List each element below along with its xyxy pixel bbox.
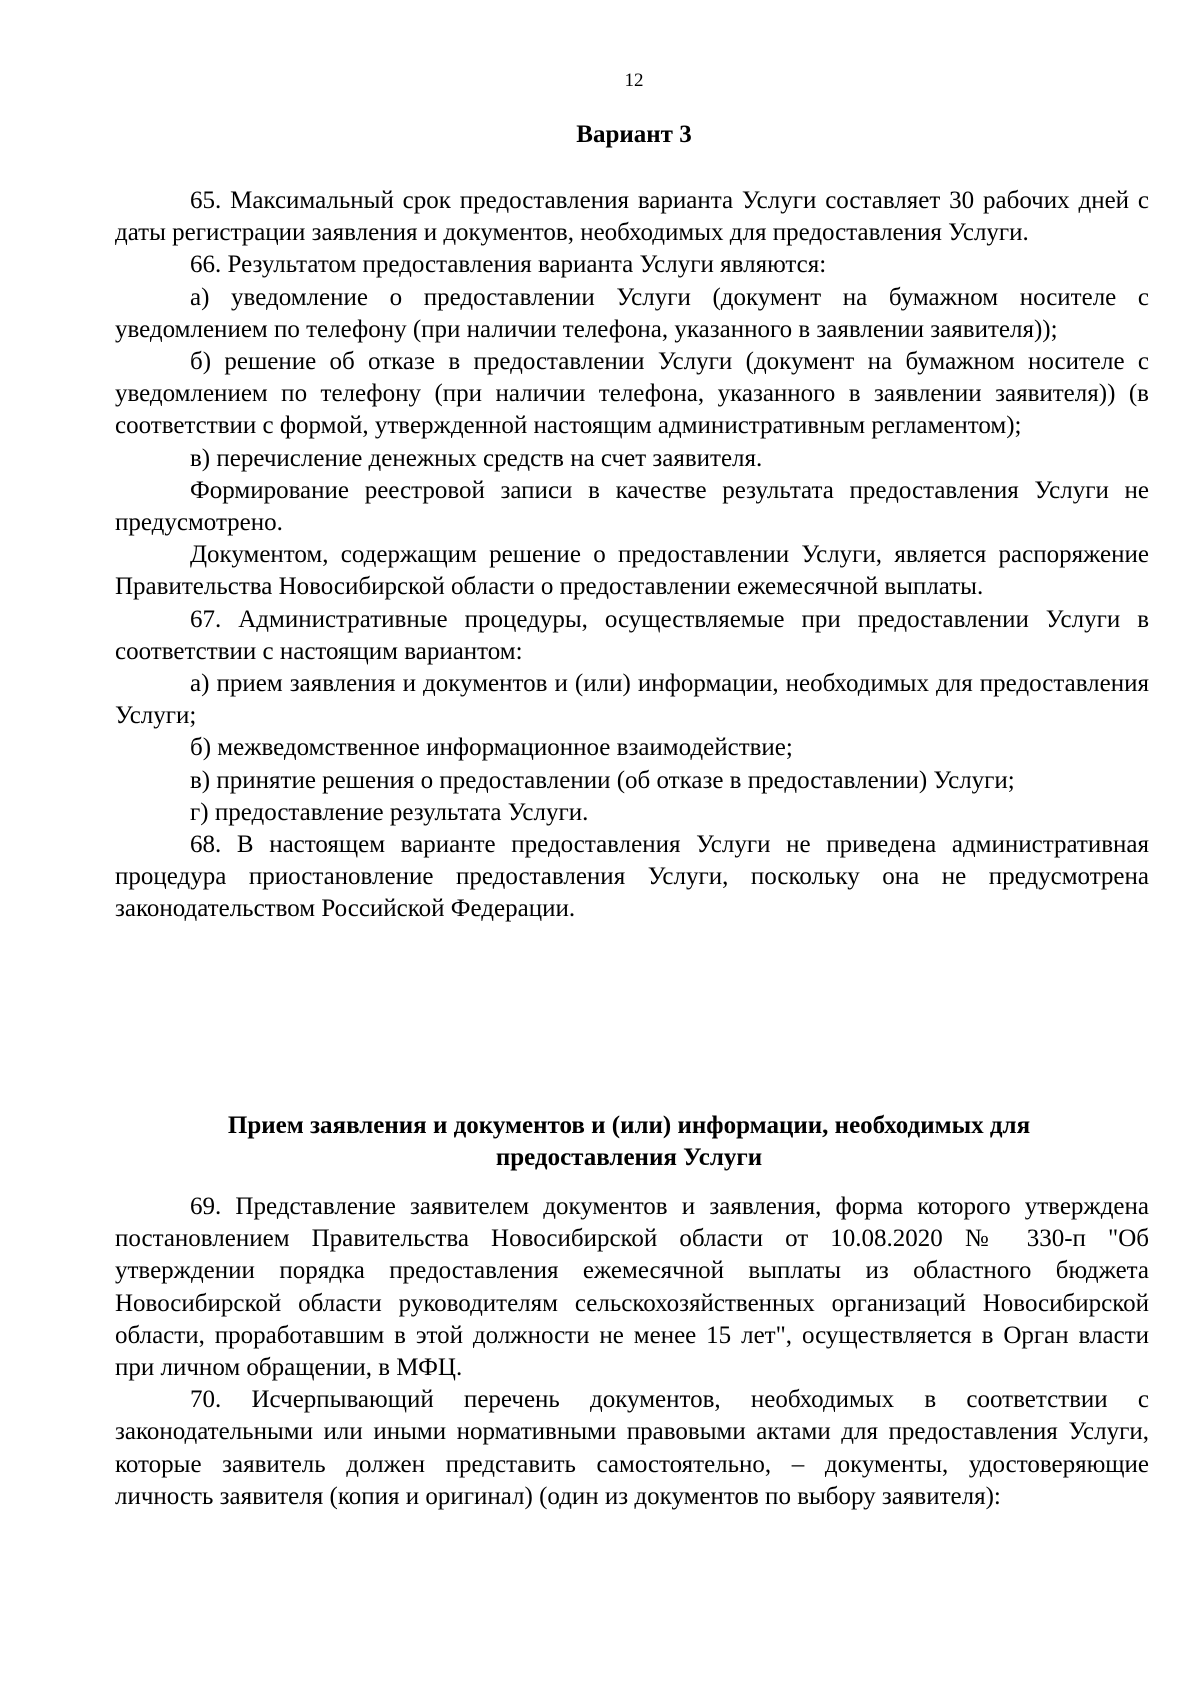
paragraph-66-a: а) уведомление о предоставлении Услуги (документ на бумажном носителе с уведомлением по телефону (при наличии телефона, указанного в заявлении заявителя));: [115, 283, 1149, 343]
paragraph-67: 67. Административные процедуры, осуществляемые при предоставлении Услуги в соответствии с настоящим вариантом:: [115, 605, 1149, 665]
paragraph-69: 69. Представление заявителем документов и заявления, форма которого утверждена постановлением Правительства Новосибирской области от 10.08.2020 № 330-п "Об утверждении порядка предоставления ежемесячной выплаты из областного бюджета Новосибирской области руководителям сельскохозяйственных организаций Новосибирской области, проработавшим в этой должности не менее 15 лет", осуществляется в Орган власти при личном обращении, в МФЦ.: [115, 1193, 1149, 1382]
paragraph-67-b: б) межведомственное информационное взаимодействие;: [190, 734, 793, 762]
paragraph-66: 66. Результатом предоставления варианта Услуги являются:: [190, 251, 827, 279]
paragraph-70: 70. Исчерпывающий перечень документов, необходимых в соответствии с законодательными или иными нормативными правовыми актами для предоставления Услуги, которые заявитель должен представить самостоятельно, – документы, удостоверяющие личность заявителя (копия и оригинал) (один из документов по выбору заявителя):: [115, 1386, 1149, 1510]
paragraph-67-a: а) прием заявления и документов и (или) информации, необходимых для предоставления Услуги;: [115, 670, 1149, 730]
paragraph-66-v: в) перечисление денежных средств на счет заявителя.: [190, 444, 763, 472]
section-heading: [0, 1110, 1200, 1174]
page-number: 12: [624, 70, 644, 91]
paragraph-68: 68. В настоящем варианте предоставления Услуги не приведена административная процедура приостановление предоставления Услуги, поскольку она не предусмотрена законодательством Российской Федерации.: [115, 831, 1149, 923]
paragraph-67-g: г) предоставление результата Услуги.: [190, 798, 589, 826]
paragraph-67-v: в) принятие решения о предоставлении (об отказе в предоставлении) Услуги;: [190, 766, 1015, 794]
paragraph-decision-document: Документом, содержащим решение о предоставлении Услуги, является распоряжение Правительства Новосибирской области о предоставлении ежемесячной выплаты.: [115, 541, 1149, 601]
paragraph-65: 65. Максимальный срок предоставления варианта Услуги составляет 30 рабочих дней с даты регистрации заявления и документов, необходимых для предоставления Услуги.: [115, 187, 1149, 247]
section-heading-line-2: предоставления Услуги: [495, 1144, 763, 1171]
document-body-part1: [115, 185, 1149, 926]
paragraph-registry-record: Формирование реестровой записи в качестве результата предоставления Услуги не предусмотрено.: [115, 476, 1149, 537]
document-body-part2: [115, 1191, 1149, 1513]
page-title: Вариант 3: [576, 121, 692, 148]
section-heading-line-1: Прием заявления и документов и (или) информации, необходимых для: [227, 1112, 1031, 1139]
paragraph-66-b: б) решение об отказе в предоставлении Услуги (документ на бумажном носителе с уведомлением по телефону (при наличии телефона, указанного в заявлении заявителя)) (в соответствии с формой, утвержденной настоящим административным регламентом);: [115, 348, 1149, 440]
